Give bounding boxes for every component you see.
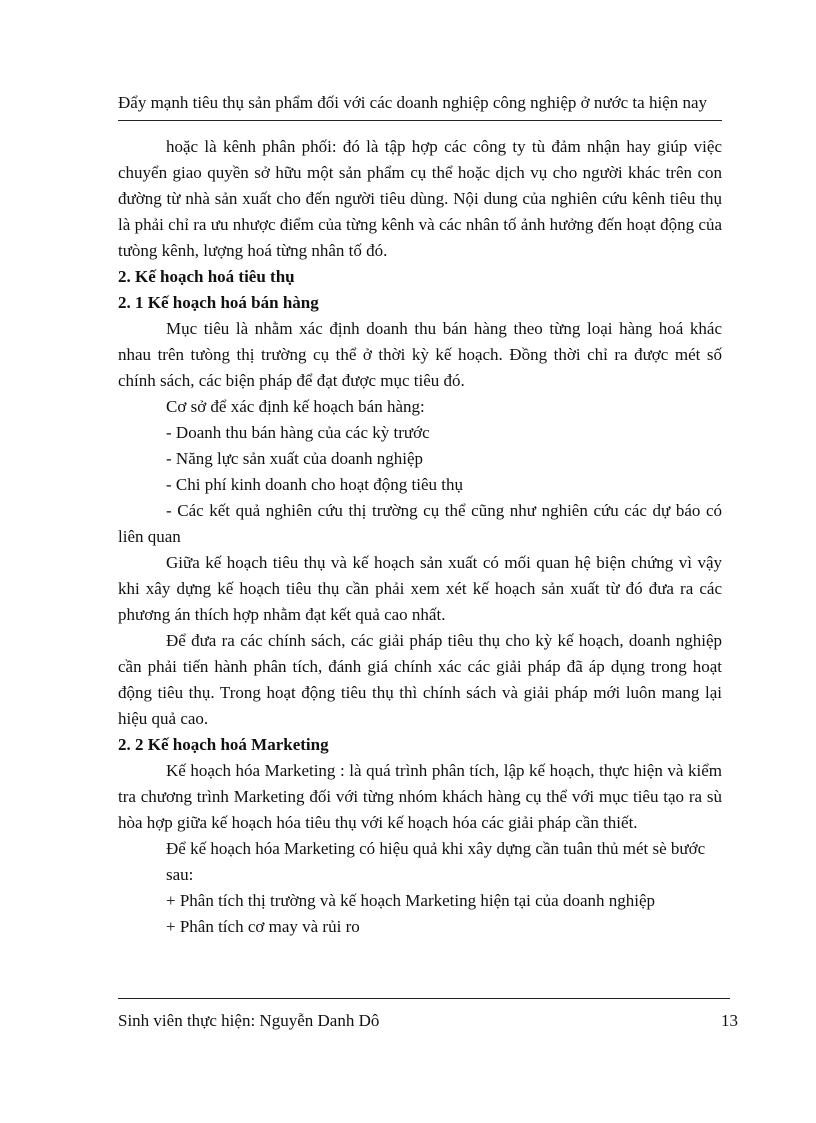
paragraph-objective: Mục tiêu là nhằm xác định doanh thu bán hàng theo từng loại hàng hoá khác nhau trên tưòng thị trường cụ thể ở thời kỳ kế hoạch. Đồng thời chỉ ra được mét số chính sách, các biện pháp để đạt được mục tiêu đó.	[118, 319, 722, 390]
subsection-heading-marketing: 2. 2 Kế hoạch hoá Marketing	[118, 735, 329, 754]
paragraph-distribution-channel: hoặc là kênh phân phối: đó là tập hợp các công ty tù đảm nhận hay giúp việc chuyển giao quyền sở hữu một sản phẩm cụ thể hoặc dịch vụ cho người khác trên con đường từ nhà sản xuất cho đến người tiêu dùng. Nội dung của nghiên cứu kênh tiêu thụ là phải chỉ ra ưu nhược điểm của từng kênh và các nhân tố ảnh hưởng đến hoạt động của tưòng kênh, lượng hoá từng nhân tố đó.	[118, 137, 722, 260]
paragraph-basis: Cơ sở để xác định kế hoạch bán hàng:	[166, 397, 425, 416]
bullet-item: - Doanh thu bán hàng của các kỳ trước	[166, 423, 430, 442]
page-number: 13	[721, 1011, 738, 1030]
paragraph-marketing-steps: Để kế hoạch hóa Marketing có hiệu quả khi xây dựng cần tuân thủ mét sè bước sau:	[166, 839, 706, 884]
section-heading-sales-planning: 2. Kế hoạch hoá tiêu thụ	[118, 267, 295, 286]
paragraph-relationship: Giữa kế hoạch tiêu thụ và kế hoạch sản xuất có mối quan hệ biện chứng vì vậy khi xây dựng kế hoạch tiêu thụ cần phải xem xét kế hoạch sản xuất từ đó đưa ra các phương án thích hợp nhằm đạt kết quả cao nhất.	[118, 553, 722, 624]
bullet-item: - Chi phí kinh doanh cho hoạt động tiêu thụ	[166, 475, 463, 494]
header-divider	[118, 120, 722, 121]
bullet-item: - Năng lực sản xuất của doanh nghiệp	[166, 449, 424, 468]
paragraph-policies: Để đưa ra các chính sách, các giải pháp tiêu thụ cho kỳ kế hoạch, doanh nghiệp cần phải tiến hành phân tích, đánh giá chính xác các giải pháp đã áp dụng trong hoạt động tiêu thụ. Trong hoạt động tiêu thụ thì chính sách và giải pháp mới luôn mang lại hiệu quả cao.	[118, 631, 722, 728]
footer-divider	[118, 998, 730, 999]
page-footer	[118, 1010, 738, 1032]
bullet-item-research: - Các kết quả nghiên cứu thị trường cụ thể cũng như nghiên cứu các dự báo có liên quan	[118, 501, 722, 546]
subsection-heading-sales-plan: 2. 1 Kế hoạch hoá bán hàng	[118, 293, 319, 312]
step-item-market-analysis: + Phân tích thị trường và kế hoạch Marketing hiện tại của doanh nghiệp	[166, 891, 656, 910]
running-header: Đẩy mạnh tiêu thụ sản phẩm đối với các doanh nghiệp công nghiệp ở nước ta hiện nay	[118, 93, 708, 112]
paragraph-marketing-definition: Kế hoạch hóa Marketing : là quá trình phân tích, lập kế hoạch, thực hiện và kiểm tra chương trình Marketing đối với từng nhóm khách hàng cụ thể với mục tiêu tạo ra sù hòa hợp giữa kế hoạch hóa tiêu thụ với kế hoạch hóa các giải pháp cần thiết.	[118, 761, 722, 832]
document-body	[118, 134, 722, 940]
footer-student: Sinh viên thực hiện: Nguyễn Danh Dô	[118, 1011, 380, 1030]
step-item-risk-analysis: + Phân tích cơ may và rủi ro	[166, 917, 360, 936]
